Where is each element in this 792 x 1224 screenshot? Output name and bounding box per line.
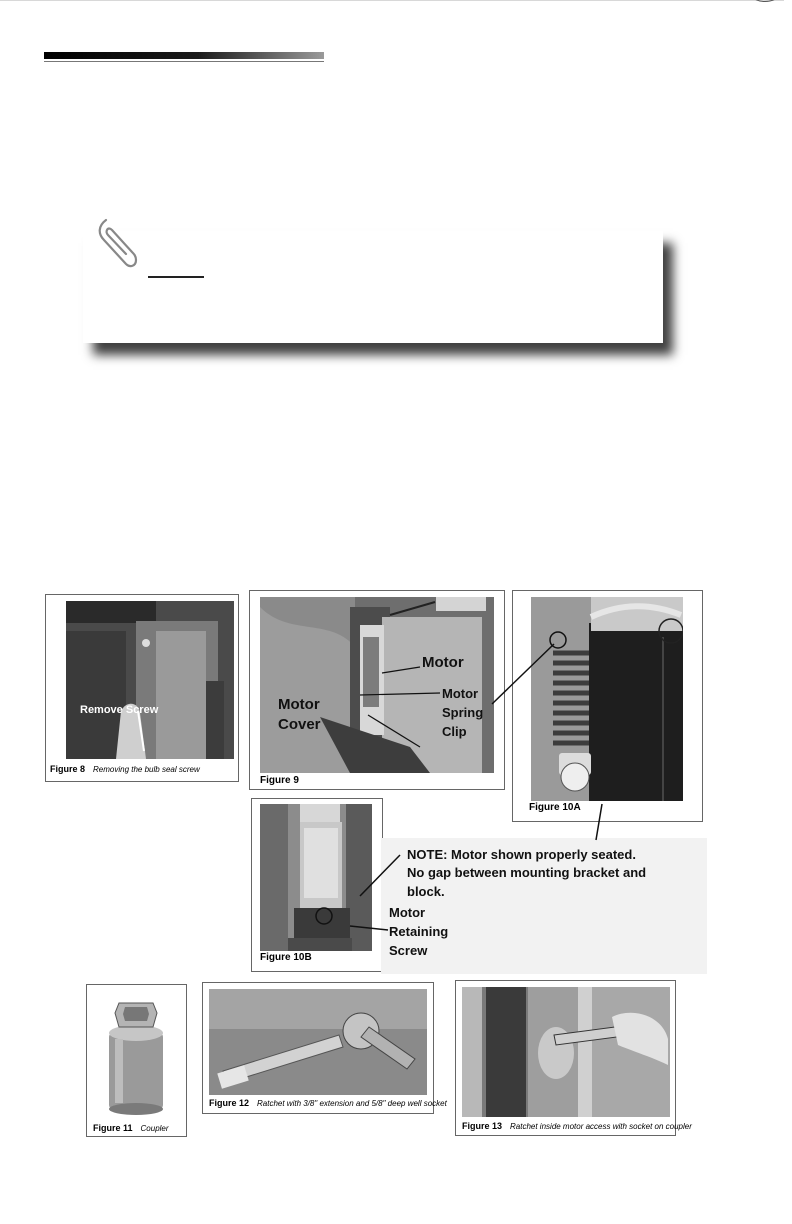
figure-9-callout-motor-cover-line2: Cover	[278, 715, 321, 733]
figure-13-label: Figure 13	[462, 1121, 503, 1131]
figure-8-label: Figure 8	[50, 764, 86, 774]
figure-8-photo	[66, 601, 234, 759]
figure-8	[45, 594, 239, 782]
figure-9-callout-motor: Motor	[422, 654, 464, 671]
figure-9-leader-lines	[260, 597, 494, 773]
figure-10b-retain-line3: Screw	[389, 942, 428, 958]
figure-10b-retain-line2: Retaining	[389, 923, 449, 939]
page-top-rule	[0, 0, 784, 1]
figure-10b-retain-line1: Motor	[389, 905, 426, 920]
figure-10b-label: Figure 10B	[260, 952, 312, 963]
spring-clip-leader-line	[488, 630, 568, 710]
note-box	[83, 231, 663, 343]
figure-12-photo	[209, 989, 427, 1095]
figure-8-caption	[50, 764, 200, 774]
figure-9	[249, 590, 505, 790]
figure-12	[202, 982, 447, 1114]
figure-12-caption-text: Ratchet with 3/8" extension and 5/8" deep well socket	[257, 1099, 447, 1108]
figure-8-callout-remove-screw: Remove Screw	[80, 704, 159, 716]
figure-9-callout-spring-line2: Spring	[442, 704, 484, 720]
section-header-rule	[44, 52, 324, 59]
figure-9-callout-spring-line3: Clip	[442, 723, 467, 739]
figure-13	[455, 980, 692, 1136]
figure-11-caption-text: Coupler	[140, 1124, 169, 1133]
figure-11	[86, 984, 187, 1137]
figure-13-caption	[462, 1121, 692, 1131]
figure-11-caption	[93, 1123, 169, 1133]
figure-9-photo	[260, 597, 494, 773]
figure-11-photo	[95, 993, 177, 1117]
figure-8-caption-text: Removing the bulb seal screw	[93, 765, 200, 774]
figure-11-label: Figure 11	[93, 1123, 133, 1133]
figure-13-caption-text: Ratchet inside motor access with socket on coupler	[510, 1122, 692, 1131]
note-heading-underline	[148, 276, 204, 278]
figure-10b-note-line2: No gap between mounting bracket and	[407, 865, 647, 881]
figure-9-callout-motor-cover-line1: Motor	[278, 696, 320, 713]
figure-10-leader-lines	[320, 800, 620, 940]
figure-10b-note-line1: NOTE: Motor shown properly seated.	[407, 847, 636, 862]
figure-12-label: Figure 12	[209, 1098, 250, 1108]
figure-9-label: Figure 9	[260, 775, 299, 786]
figure-9-callout-spring-line1: Motor	[442, 686, 479, 701]
figure-13-photo	[462, 987, 670, 1117]
figure-12-caption	[209, 1098, 447, 1108]
figure-10a-label: Figure 10A	[529, 802, 581, 813]
figure-10b-note-line3: block.	[407, 883, 445, 899]
section-header-rule-thin	[44, 61, 324, 62]
paperclip-icon	[92, 212, 142, 270]
